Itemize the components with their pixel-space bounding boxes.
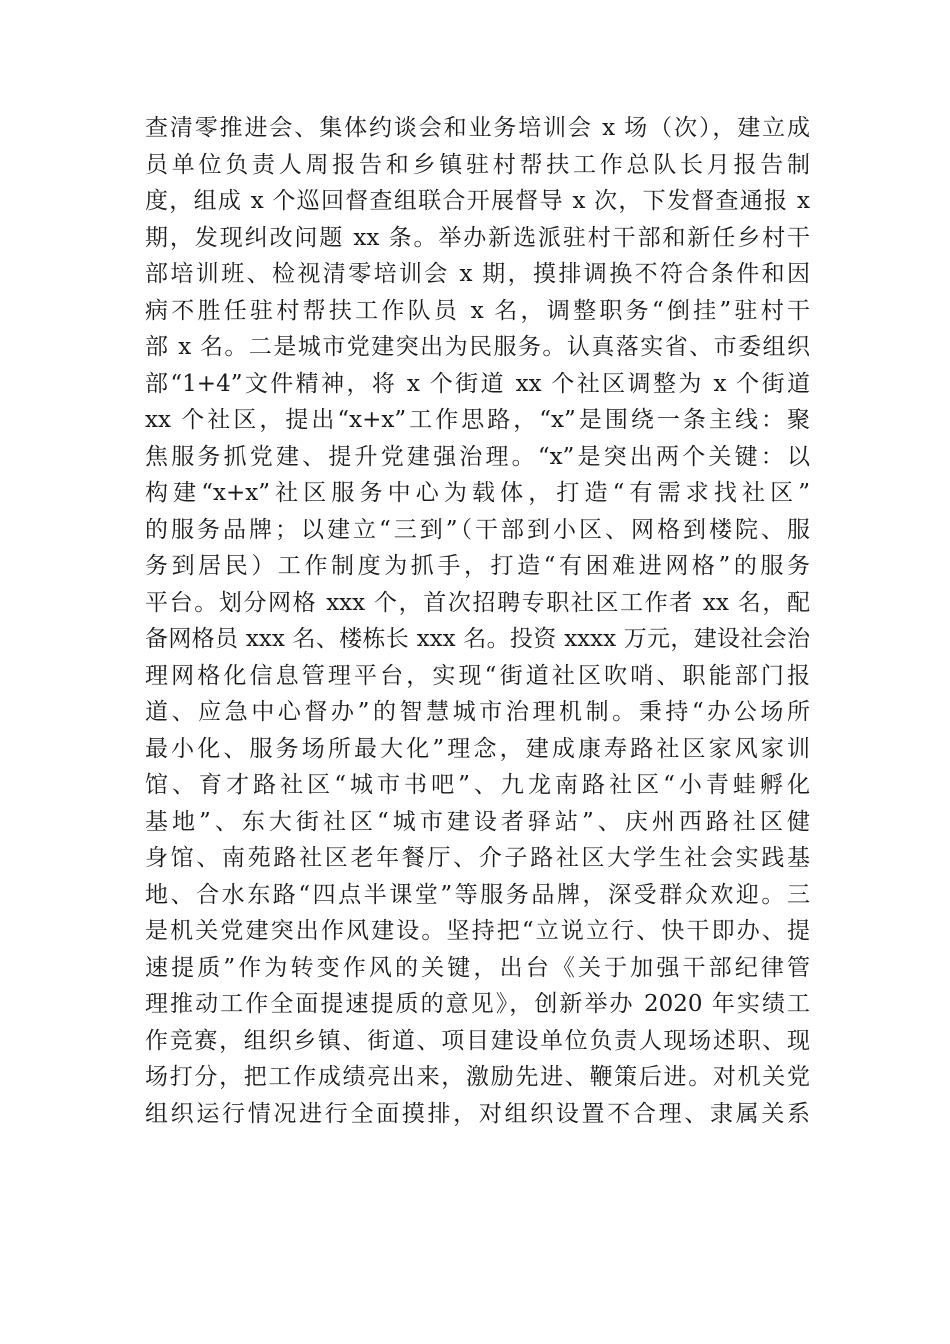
text-line-28: 组织运行情况进行全面摸排，对组织设置不合理、隶属关系 (145, 1100, 810, 1127)
text-line-9: xx 个社区，提出“x+x”工作思路，“x”是围绕一条主线：聚 (145, 407, 810, 433)
text-line-1: 查清零推进会、集体约谈会和业务培训会 x 场（次），建立成 (145, 115, 810, 141)
text-line-26: 作竞赛，组织乡镇、街道、项目建设单位负责人现场述职、现 (145, 1027, 810, 1054)
text-line-27: 场打分，把工作成绩亮出来，激励先进、鞭策后进。对机关党 (145, 1064, 810, 1090)
text-line-12: 的服务品牌；以建立“三到”（干部到小区、网格到楼院、服 (145, 516, 810, 543)
text-line-8: 部“1+4”文件精神，将 x 个街道 xx 个社区调整为 x 个街道 (145, 370, 810, 397)
text-line-17: 道、应急中心督办”的智慧城市治理机制。秉持“办公场所 (145, 699, 810, 725)
text-line-14: 平台。划分网格 xxx 个，首次招聘专职社区工作者 xx 名，配 (145, 589, 810, 616)
body-text (145, 110, 810, 1132)
text-line-7: 部 x 名。二是城市党建突出为民服务。认真落实省、市委组织 (145, 334, 810, 360)
text-line-5: 部培训班、检视清零培训会 x 期，摸排调换不符合条件和因 (145, 261, 810, 287)
text-line-23: 是机关党建突出作风建设。坚持把“立说立行、快干即办、提 (145, 918, 810, 944)
text-line-20: 基地”、东大街社区“城市建设者驿站”、庆州西路社区健 (145, 808, 810, 835)
text-line-22: 地、合水东路“四点半课堂”等服务品牌，深受群众欢迎。三 (145, 881, 810, 908)
text-line-24: 速提质”作为转变作风的关键，出台《关于加强干部纪律管 (145, 954, 810, 981)
text-line-3: 度，组成 x 个巡回督查组联合开展督导 x 次，下发督查通报 x (145, 188, 810, 214)
text-line-15: 备网格员 xxx 名、楼栋长 xxx 名。投资 xxxx 万元，建设社会治 (145, 626, 810, 652)
text-line-21: 身馆、南苑路社区老年餐厅、介子路社区大学生社会实践基 (145, 845, 810, 871)
text-line-18: 最小化、服务场所最大化”理念，建成康寿路社区家风家训 (145, 735, 810, 762)
text-line-10: 焦服务抓党建、提升党建强治理。“x”是突出两个关键：以 (145, 443, 810, 470)
text-line-25: 理推动工作全面提速提质的意见》，创新举办 2020 年实绩工 (145, 991, 810, 1017)
text-line-4: 期，发现纠改问题 xx 条。举办新选派驻村干部和新任乡村干 (145, 224, 810, 251)
text-line-16: 理网格化信息管理平台，实现“街道社区吹哨、职能部门报 (145, 662, 810, 689)
text-line-11: 构建“x+x”社区服务中心为载体，打造“有需求找社区” (145, 480, 810, 506)
text-line-6: 病不胜任驻村帮扶工作队员 x 名，调整职务“倒挂”驻村干 (145, 297, 810, 324)
text-line-2: 员单位负责人周报告和乡镇驻村帮扶工作总队长月报告制 (145, 151, 810, 178)
text-line-13: 务到居民）工作制度为抓手，打造“有困难进网格”的服务 (145, 553, 810, 579)
text-line-19: 馆、育才路社区“城市书吧”、九龙南路社区“小青蛙孵化 (145, 772, 810, 798)
